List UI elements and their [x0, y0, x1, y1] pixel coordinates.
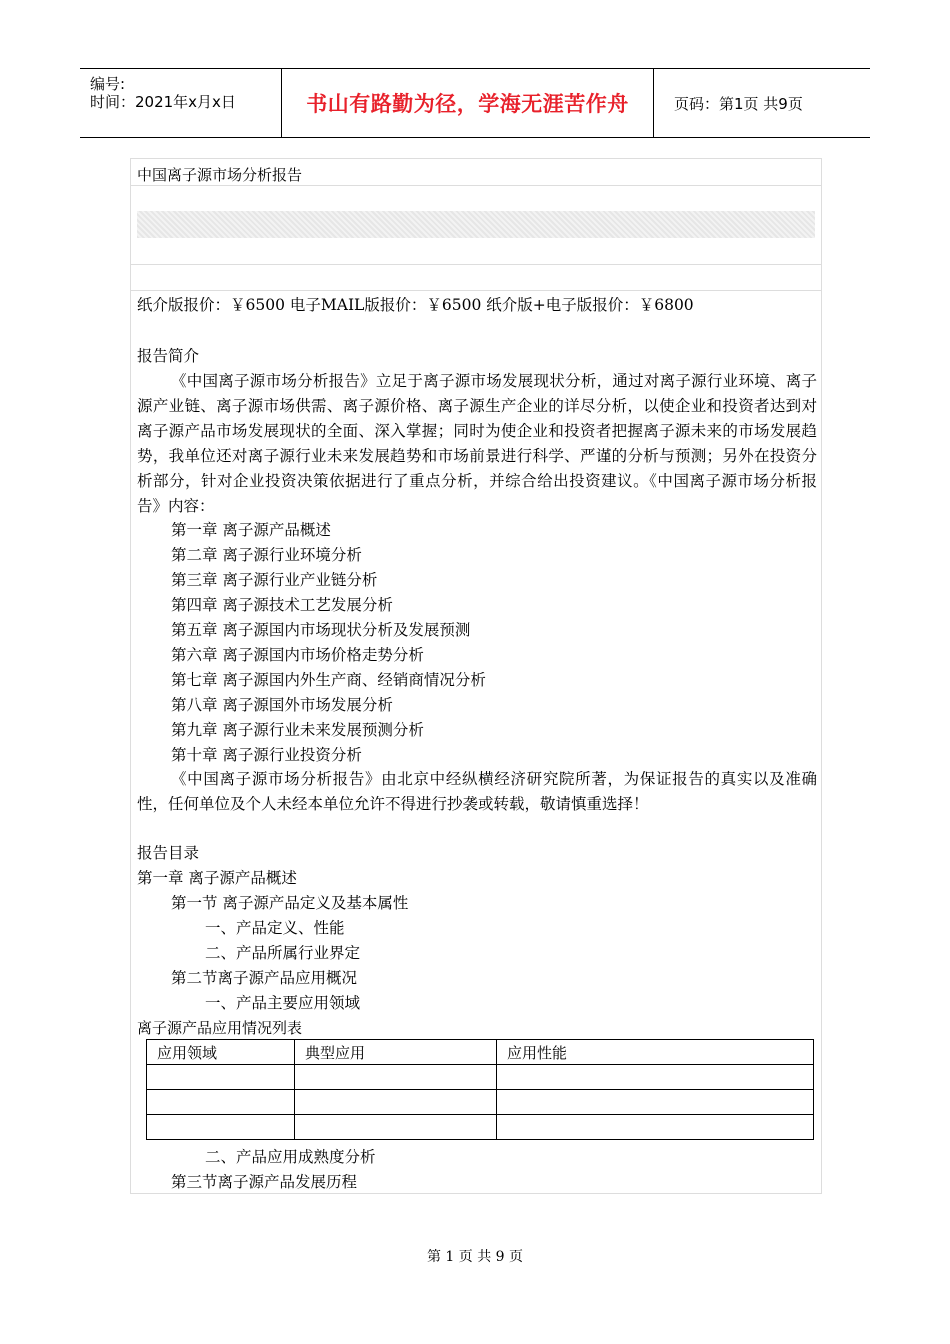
chapter-item: 第四章 离子源技术工艺发展分析	[171, 596, 393, 614]
report-title: 中国离子源市场分析报告	[137, 166, 303, 184]
chapter-item: 第五章 离子源国内市场现状分析及发展预测	[171, 621, 471, 639]
header-motto-cell	[282, 69, 654, 137]
toc-chapter: 第一章 离子源产品概述	[137, 869, 297, 887]
page-footer: 第 1 页 共 9 页	[426, 1249, 524, 1265]
chapter-item: 第六章 离子源国内市场价格走势分析	[171, 646, 424, 664]
header-table	[80, 68, 870, 138]
time-label: 时间：2021年x月x日	[90, 93, 236, 111]
table-cell	[147, 1090, 295, 1115]
table-cell	[147, 1115, 295, 1140]
chapter-item: 第一章 离子源产品概述	[171, 521, 331, 539]
shaded-band	[137, 211, 815, 238]
divider	[131, 185, 821, 186]
header-page-cell	[664, 69, 870, 137]
toc-section: 第一节 离子源产品定义及基本属性	[171, 894, 409, 912]
table-row	[147, 1065, 814, 1090]
toc-section: 第三节离子源产品发展历程	[171, 1173, 358, 1191]
chapter-item: 第七章 离子源国内外生产商、经销商情况分析	[171, 671, 486, 689]
table-cell	[497, 1090, 814, 1115]
table-row	[147, 1115, 814, 1140]
toc-section: 第二节离子源产品应用概况	[171, 969, 358, 987]
table-cell	[295, 1065, 497, 1090]
toc-subsection: 一、产品主要应用领域	[205, 994, 361, 1012]
number-label: 编号:	[90, 75, 126, 93]
table-row	[147, 1090, 814, 1115]
chapter-item: 第八章 离子源国外市场发展分析	[171, 696, 393, 714]
chapter-item: 第二章 离子源行业环境分析	[171, 546, 362, 564]
divider	[131, 264, 821, 265]
price-line: 纸介版报价：￥6500 电子MAIL版报价：￥6500 纸介版+电子版报价：￥6800	[137, 296, 694, 314]
toc-subsection: 二、产品应用成熟度分析	[205, 1148, 376, 1166]
application-table	[146, 1039, 814, 1140]
notice-paragraph: 《中国离子源市场分析报告》由北京中经纵横经济研究院所著，为保证报告的真实以及准确性，任何单位及个人未经本单位允许不得进行抄袭或转载，敬请慎重选择！	[137, 770, 817, 813]
table-header-cell: 应用领域	[147, 1040, 295, 1065]
table-cell	[295, 1090, 497, 1115]
table-header-cell: 典型应用	[295, 1040, 497, 1065]
toc-subsection: 一、产品定义、性能	[205, 919, 345, 937]
table-header-row	[147, 1040, 814, 1065]
header-meta-cell	[80, 69, 282, 137]
toc-heading: 报告目录	[137, 844, 200, 862]
table-header-cell: 应用性能	[497, 1040, 814, 1065]
table-cell	[295, 1115, 497, 1140]
chapter-item: 第十章 离子源行业投资分析	[171, 746, 362, 764]
page-info: 页码：第1页 共9页	[674, 94, 803, 113]
intro-paragraph: 《中国离子源市场分析报告》立足于离子源市场发展现状分析，通过对离子源行业环境、离子源产业链、离子源市场供需、离子源价格、离子源生产企业的详尽分析，以使企业和投资者达到对离子源产品市场发展现状的全面、深入掌握；同时为使企业和投资者把握离子源未来的市场发展趋势，我单位还对离子源行业未来发展趋势和市场前景进行科学、严谨的分析与预测；另外在投资分析部分，针对企业投资决策依据进行了重点分析，并综合给出投资建议。《中国离子源市场分析报告》内容：	[137, 372, 817, 515]
intro-heading: 报告简介	[137, 347, 200, 365]
chapter-item: 第九章 离子源行业未来发展预测分析	[171, 721, 424, 739]
table-cell	[147, 1065, 295, 1090]
toc-subsection: 二、产品所属行业界定	[205, 944, 361, 962]
table-caption: 离子源产品应用情况列表	[137, 1019, 303, 1037]
table-cell	[497, 1115, 814, 1140]
table-cell	[497, 1065, 814, 1090]
divider	[131, 290, 821, 291]
motto: 书山有路勤为径，学海无涯苦作舟	[306, 92, 629, 116]
chapter-item: 第三章 离子源行业产业链分析	[171, 571, 378, 589]
content-frame	[130, 158, 822, 1194]
